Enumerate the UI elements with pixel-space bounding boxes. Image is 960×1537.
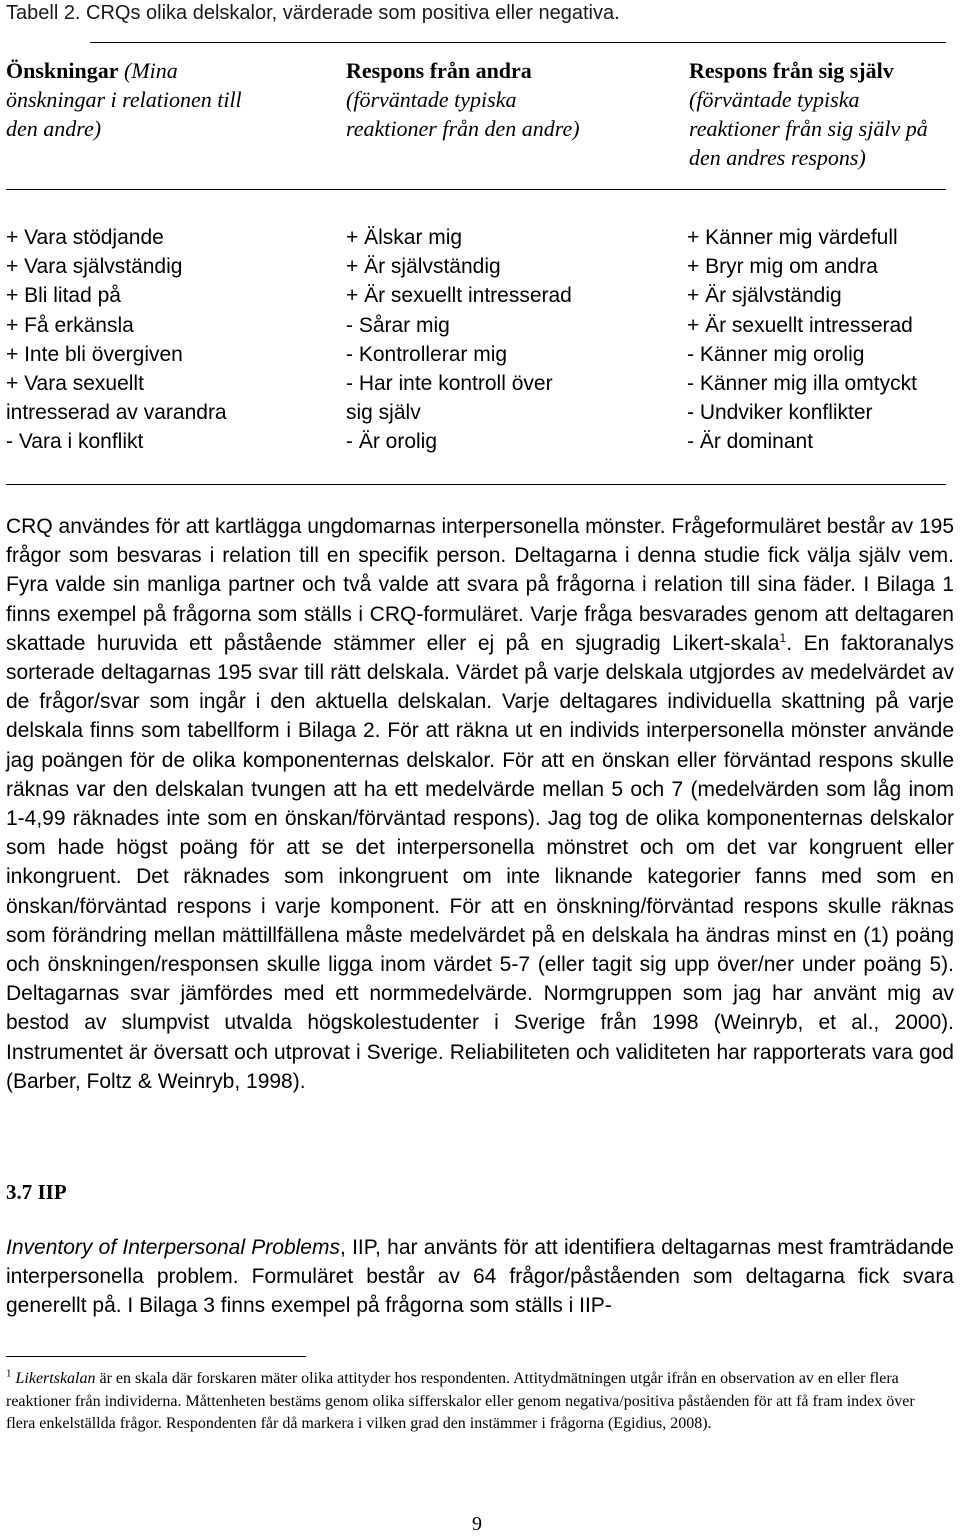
table-cell: + Bryr mig om andra	[687, 255, 878, 279]
table-cell: - Är dominant	[687, 430, 814, 454]
table-cell: + Inte bli övergiven	[6, 342, 183, 366]
body-paragraph-crq	[6, 512, 954, 1096]
paragraph-text: . En faktoranalys sorterade deltagarnas 195 svar till rätt delskala. Värdet på varje delskala utgjordes av medelvärdet av de frågor/svar som ingår i den aktuella delskalan. Varje deltagares individuella skattning på varje delskala finns som tabellform i Bilaga 2. För att räkna ut en individs interpersonella mönster använde jag poängen för de olika komponenternas delskalor. För att en önskan eller förväntad respons skulle räknas var den delskalan tvungen att ha ett medelvärde mellan 5 och 7 (medelvärden som låg inom 1-4,99 räknades inte som en önskan/förväntad respons). Jag tog de olika komponenternas delskalor som hade högst poäng för att se det interpersonella mönstret och om det var kongruent eller inkongruent. Det räknades som inkongruent om inte liknande kategorier fanns med som en önskan/förväntad respons i varje komponent. För att en önskning/förväntad respons skulle räknas som förändring mellan mättillfällena måste medelvärdet på en delskala ha ändras minst en (1) poäng och önskningen/responsen skulle ligga inom värdet 5-7 (eller tagit sig upp över/ner under poäng 5). Deltagarnas svar jämfördes med ett normmedelvärde. Normgruppen som jag har använt mig av bestod av slumpvist utvalda högskolestudenter i Sverige från 1998 (Weinryb, et al., 2000). Instrumentet är översatt och utprovat i Sverige. Reliabiliteten och validiteten har rapporterats vara god (Barber, Foltz & Weinryb, 1998).	[6, 631, 954, 1093]
footnote-term: Likertskalan	[15, 1370, 96, 1387]
table-cell: + Få erkänsla	[6, 313, 134, 337]
table-cell: - Kontrollerar mig	[346, 342, 508, 366]
table-cell: + Känner mig värdefull	[687, 226, 898, 249]
table-cell: + Är självständig	[346, 255, 501, 279]
footnote-text: är en skala där forskaren mäter olika attityder hos respondenten. Attitydmätningen utgår ifrån en observation av en eller flera reaktioner från individerna. Måttenheten bestäms genom olika sifferskalor eller genom negativa/positiva påståenden för att få fram index över flera enkelställda frågor. Respondenten får då markera i vilken grad den instämmer i frågorna (Egidius, 2008).	[6, 1370, 915, 1432]
body-paragraph-iip	[6, 1233, 954, 1321]
table-header-response-others	[346, 56, 586, 143]
table-cell: + Är sexuellt intresserad	[687, 313, 913, 337]
table-column-response-self	[687, 223, 917, 457]
table-cell: + Är sexuellt intresserad	[346, 284, 572, 308]
table-cell: + Vara sexuellt	[6, 372, 144, 396]
header-wishes-subtitle: (Mina önskningar i relationen till den andre)	[6, 58, 242, 141]
table-cell: - Har inte kontroll över	[346, 372, 553, 396]
footnote-number: 1	[6, 1367, 12, 1380]
page-number: 9	[472, 1513, 482, 1535]
table-cell: - Känner mig illa omtyckt	[687, 372, 917, 396]
footnote-reference: 1	[779, 630, 787, 645]
footnote-rule	[6, 1356, 306, 1357]
table-header-response-self	[689, 56, 951, 172]
table-header-rule	[6, 189, 946, 190]
paragraph-text: , IIP, har använts för att identifiera deltagarnas mest framträdande interpersonella problem. Formuläret består av 64 frågor/påståenden som deltagarna fick svara generellt på. I Bilaga 3 finns exempel på frågorna som ställs i IIP-	[6, 1236, 954, 1318]
section-heading: 3.7 IIP	[6, 1180, 67, 1204]
table-column-response-others	[346, 223, 572, 457]
table-header-wishes	[6, 56, 261, 143]
table-caption: Tabell 2. CRQs olika delskalor, värderade som positiva eller negativa.	[6, 2, 620, 24]
table-cell: - Vara i konflikt	[6, 430, 144, 454]
table-cell: - Sårar mig	[346, 313, 450, 337]
table-cell: + Är självständig	[687, 284, 842, 308]
table-bottom-rule	[6, 484, 946, 485]
table-cell: - Känner mig orolig	[687, 342, 865, 366]
footnote	[6, 1368, 946, 1436]
table-cell: + Vara självständig	[6, 255, 183, 279]
instrument-name: Inventory of Interpersonal Problems	[6, 1236, 340, 1259]
header-response-self-title: Respons från sig själv	[689, 58, 894, 83]
header-response-others-subtitle: (förväntade typiska reaktioner från den andre)	[346, 87, 580, 141]
paragraph-text: CRQ användes för att kartlägga ungdomarnas interpersonella mönster. Frågeformuläret består av 195 frågor som besvaras i relation till en specifik person. Deltagarna i denna studie fick välja själv vem. Fyra valde sin manliga partner och två valde att svara på frågorna i relation till sina fäder. I Bilaga 1 finns exempel på frågorna som ställs i CRQ-formuläret. Varje fråga besvarades genom att deltagaren skattade huruvida ett påstående stämmer eller ej på en sjugradig Likert-skala	[6, 515, 954, 655]
table-cell: + Älskar mig	[346, 226, 463, 249]
table-top-rule	[90, 42, 946, 43]
header-response-self-subtitle: (förväntade typiska reaktioner från sig själv på den andres respons)	[689, 87, 928, 170]
table-cell: - Undviker konflikter	[687, 401, 873, 425]
table-cell: + Vara stödjande	[6, 226, 164, 249]
table-cell: + Bli litad på	[6, 284, 121, 308]
header-response-others-title: Respons från andra	[346, 58, 532, 83]
table-cell: intresserad av varandra	[6, 401, 227, 425]
table-cell: - Är orolig	[346, 430, 438, 454]
header-wishes-title: Önskningar	[6, 58, 119, 83]
table-column-wishes	[6, 223, 227, 457]
table-cell: sig själv	[346, 401, 421, 425]
